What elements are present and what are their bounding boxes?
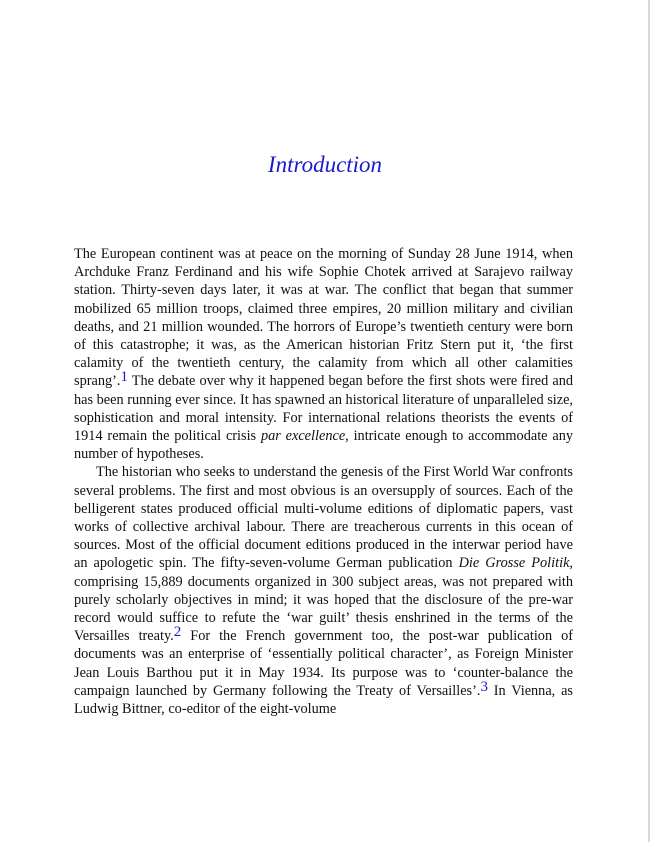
text-run: , comprising 15,889 documents organized in 300 subject areas, was not prepared with purely scholarly objectives in mind; it was hoped that the disclosure of the pre-war record would suffice to refute the ‘war guilt’ thesis enshrined in the terms of the Versailles treaty. [74, 555, 573, 645]
paragraph [74, 463, 573, 718]
text-run: , intricate enough to accommodate any number of hypotheses. [74, 428, 573, 463]
paragraph [74, 245, 573, 463]
text-run: The European continent was at peace on the morning of Sunday 28 June 1914, when Archduke Franz Ferdinand and his wife Sophie Chotek arrived at Sarajevo railway station. Thirty-seven days later, it was at war. The conflict that began that summer mobilized 65 million troops, claimed three empires, 20 million military and civilian deaths, and 21 million wounded. The horrors of Europe’s twentieth century were born of this catastrophe; it was, as the American historian Fritz Stern put it, ‘the first calamity of the twentieth century, the calamity from which all other calamities sprang’. [74, 246, 573, 390]
text-run: For the French government too, the post-war publication of documents was an enterprise of ‘essentially political character’, as Foreign Minister Jean Louis Barthou put it in May 1934. Its purpose was to ‘counter-balance the campaign launched by Germany following the Treaty of Versailles’. [74, 628, 573, 699]
text-run: The debate over why it happened began before the first shots were fired and has been running ever since. It has spawned an historical literature of unparalleled size, sophistication and moral intensity. For international relations theorists the events of 1914 remain the political crisis [74, 373, 574, 445]
footnote-ref-1[interactable]: 1 [120, 369, 128, 386]
text-run: In Vienna, as Ludwig Bittner, co-editor of the eight-volume [74, 682, 573, 718]
emphasis-text: Die Grosse Politik [458, 555, 570, 572]
footnote-ref-2[interactable]: 2 [173, 624, 182, 641]
text-run: The historian who seeks to understand the genesis of the First World War confronts several problems. The first and most obvious is an oversupply of sources. Each of the belligerent states produced official multi-volume editions of diplomatic papers, vast works of collective archival labour. There are treacherous currents in this ocean of sources. Most of the official document editions produced in the interwar period have an apologetic spin. The fifty-seven-volume German publication [74, 464, 573, 572]
chapter-title: Introduction [267, 152, 383, 177]
chapter-body [74, 245, 573, 718]
footnote-ref-3[interactable]: 3 [480, 678, 488, 695]
emphasis-text: par excellence [260, 428, 346, 445]
